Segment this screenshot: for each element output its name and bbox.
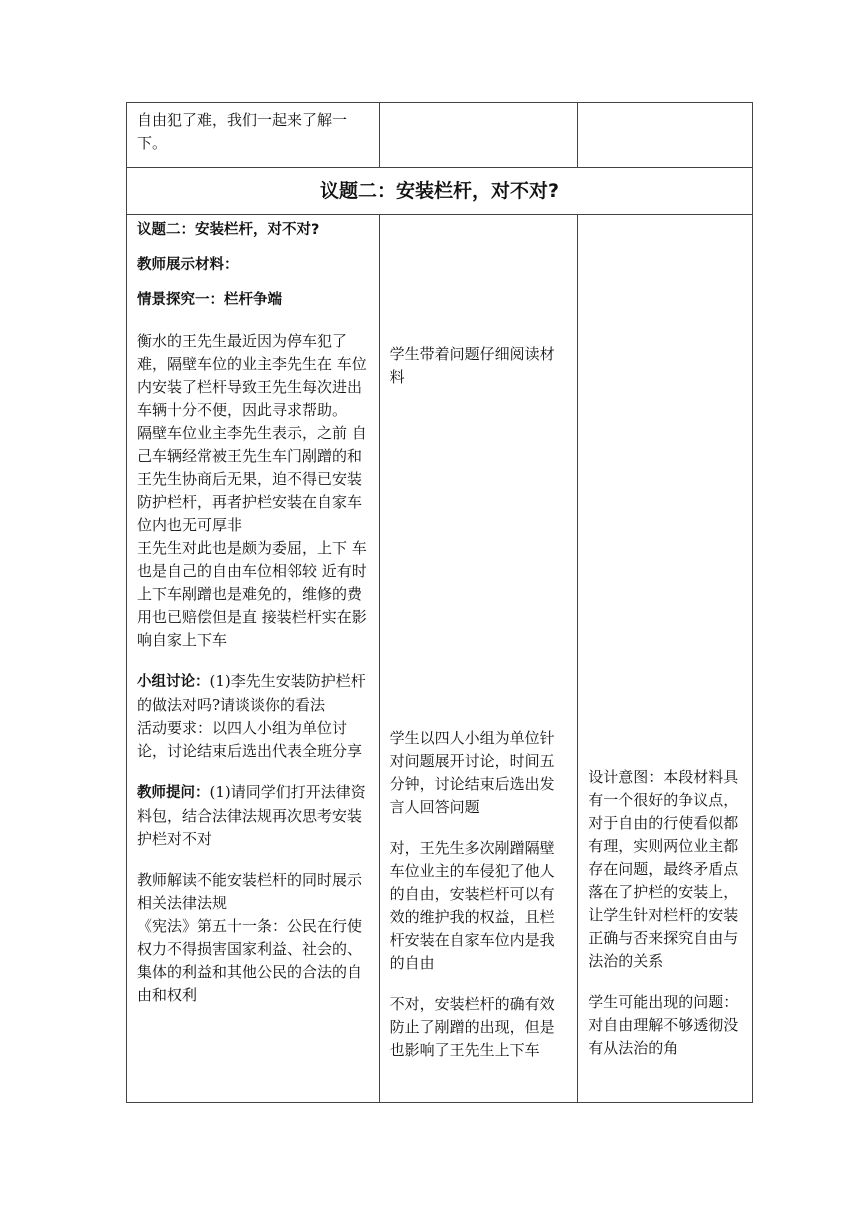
group-discussion-text: (1)李先生安装防护栏杆的做法对吗?请谈谈你的看法 xyxy=(137,672,366,714)
scenario-paragraph: 衡水的王先生最近因为停车犯了难，隔壁车位的业主李先生在 车位内安装了栏杆导致王先生每次进出车辆十分不便，因此寻求帮助。 xyxy=(137,332,367,419)
activity-requirement: 活动要求：以四人小组为单位讨论，讨论结束后选出代表全班分享 xyxy=(137,719,363,760)
topic-heading: 议题二：安装栏杆，对不对? xyxy=(137,222,320,238)
student-answer: 不对，安装栏杆的确有效防止了剐蹭的出现，但是也影响了王先生上下车 xyxy=(389,995,555,1059)
table-cell xyxy=(380,103,579,168)
design-intent: 设计意图：本段材料具有一个很好的争议点，对于自由的行使看似都有理，实则两位业主都存在问题，最终矛盾点落在了护栏的安装上，让学生针对栏杆的安装正确与否来探究自由与法治的关系 xyxy=(588,768,739,970)
table-cell xyxy=(127,103,380,168)
scenario-title: 情景探究一：栏杆争端 xyxy=(137,292,282,308)
law-text: 《宪法》第五十一条：公民在行使权力不得损害国家利益、社会的、集体的利益和其他公民的合法的自由和权利 xyxy=(137,917,363,1004)
section-header: 议题二：安装栏杆，对不对? xyxy=(127,168,753,215)
teacher-reading: 教师解读不能安装栏杆的同时展示相关法律法规 xyxy=(137,871,363,912)
table-row xyxy=(126,168,753,215)
teacher-question xyxy=(137,781,371,851)
student-activity: 学生以四人小组为单位针对问题展开讨论，时间五分钟，讨论结束后选出发言人回答问题 xyxy=(389,729,555,816)
lesson-table xyxy=(126,102,753,1103)
student-activity: 学生带着问题仔细阅读材料 xyxy=(389,345,555,386)
table-cell xyxy=(578,103,753,168)
possible-issue: 学生可能出现的问题：对自由理解不够透彻没有从法治的角 xyxy=(588,993,739,1057)
table-cell xyxy=(127,215,380,1103)
teacher-question-label: 教师提问： xyxy=(137,785,210,801)
table-cell xyxy=(578,215,753,1103)
student-answer: 对，王先生多次剐蹭隔壁车位业主的车侵犯了他人的自由，安装栏杆可以有效的维护我的权益，且栏杆安装在自家车位内是我的自由 xyxy=(389,839,555,972)
teacher-question-text: (1)请同学们打开法律资料包，结合法律法规再次思考安装护栏对不对 xyxy=(137,783,366,848)
group-discussion-label: 小组讨论： xyxy=(137,674,210,690)
table-row xyxy=(126,215,753,1103)
teacher-shows-label: 教师展示材料： xyxy=(137,257,239,273)
table-row xyxy=(126,102,753,168)
scenario-paragraph: 王先生对此也是颇为委屈，上下 车也是自己的自由车位相邻较 近有时上下车剐蹭也是难免的，维修的费用也已赔偿但是直 接装栏杆实在影响自家上下车 xyxy=(137,539,367,649)
table-cell xyxy=(380,215,579,1103)
cell-text: 自由犯了难，我们一起来了解一下。 xyxy=(137,111,348,152)
scenario-paragraph: 隔壁车位业主李先生表示，之前 自己车辆经常被王先生车门剐蹭的和王先生协商后无果，迫不得已安装防护栏杆，再者护栏安装在自家车位内也无可厚非 xyxy=(137,424,367,534)
group-discussion xyxy=(137,670,371,717)
